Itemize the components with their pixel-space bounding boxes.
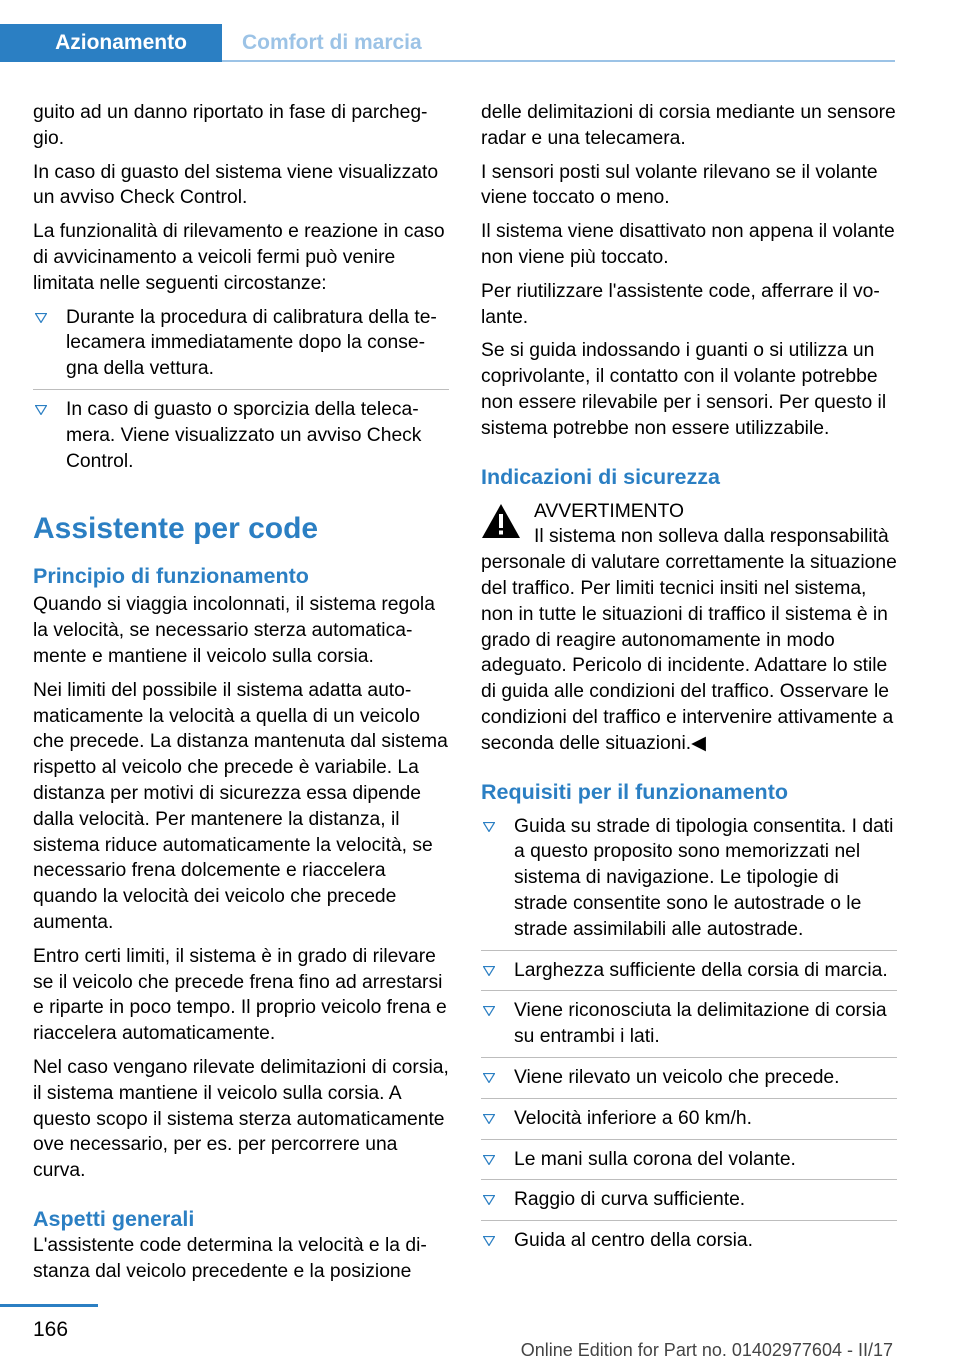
- paragraph: guito ad un danno riportato in fase di parcheggio.: [33, 102, 428, 149]
- triangle-bullet-icon: [483, 1236, 495, 1246]
- warning-text-first-line: Il sistema non solleva dalla responsabilità: [534, 526, 889, 548]
- list-item-text: Guida al centro della corsia.: [514, 1230, 754, 1252]
- list-item: [481, 958, 897, 992]
- paragraph: Il sistema viene disattivato non appena il volante non viene più toccato.: [481, 221, 895, 268]
- tab-azionamento[interactable]: Azionamento: [0, 24, 222, 62]
- list-item: [33, 305, 449, 390]
- triangle-bullet-icon: [483, 1073, 495, 1083]
- paragraph: delle delimitazioni di corsia mediante un sensore radar e una telecamera.: [481, 102, 896, 149]
- header-tabs: [0, 0, 895, 62]
- left-column: [33, 100, 449, 1292]
- warning-block: [481, 499, 897, 757]
- list-item-text: Guida su strade di tipologia consentita. I dati a questo proposito sono memorizzati nel sistema di navigazione. Le tipologie di strade consentite sono le autostrade o le strade assimilabili alle autostrade.: [514, 815, 894, 940]
- triangle-bullet-icon: [35, 313, 47, 323]
- list-item-text: Viene riconosciuta la delimitazione di corsia su entrambi i lati.: [514, 1000, 887, 1048]
- triangle-bullet-icon: [35, 405, 47, 415]
- list-item-text: Raggio di curva sufficiente.: [514, 1189, 746, 1211]
- paragraph: Quando si viaggia incolonnati, il sistema regola la velocità, se necessario sterza automaticamente e mantiene il veicolo sulla corsia.: [33, 594, 435, 667]
- triangle-bullet-icon: [483, 1195, 495, 1205]
- paragraph: I sensori posti sul volante rilevano se il volante viene toccato o meno.: [481, 161, 878, 209]
- list-item-text: Viene rilevato un veicolo che precede.: [514, 1066, 840, 1088]
- bullet-list: [481, 814, 897, 1261]
- tab-divider-line: [222, 60, 895, 62]
- paragraph: In caso di guasto del sistema viene visualizzato un avviso Check Control.: [33, 161, 439, 209]
- paragraph: Se si guida indossando i guanti o si utilizza un coprivolante, il contatto con il volante potrebbe non essere rilevabile per i sensori. Per questo il sistema potrebbe non essere utilizzabile.: [481, 340, 887, 439]
- list-item-text: In caso di guasto o sporcizia della telecamera. Viene visualizzato un avviso Check Control.: [66, 398, 422, 472]
- triangle-bullet-icon: [483, 966, 495, 976]
- edition-note: Online Edition for Part no. 01402977604 - II/17: [520, 1340, 893, 1360]
- tab-comfort-di-marcia[interactable]: Comfort di marcia: [242, 31, 422, 54]
- subsection-title: Principio di funzionamento: [33, 564, 309, 589]
- paragraph: Nei limiti del possibile il sistema adatta automaticamente la velocità a quella di un veicolo che precede. La distanza mantenuta dal sistema rispetto al veicolo che precede è variabile. La distanza per motivi di sicurezza essa dipende dalla velocità. Per mantenere la distanza, il sistema riduce automaticamente la velocità, se necessario frena dolcemente e riaccelera quando la velocità dei veicolo che precede aumenta.: [33, 679, 448, 933]
- footer-rule: [0, 1304, 98, 1307]
- section-title: Assistente per code: [33, 512, 319, 546]
- list-item: [481, 1147, 897, 1181]
- warning-triangle-icon: [481, 503, 521, 539]
- list-item: [481, 1106, 897, 1140]
- paragraph: Nel caso vengano rilevate delimitazioni di corsia, il sistema mantiene il veicolo sulla corsia. A questo scopo il sistema sterza automaticamente ove necessario, per es. per percorrere una curva.: [33, 1056, 449, 1182]
- subsection-title: Indicazioni di sicurezza: [481, 464, 720, 489]
- list-item: [481, 1228, 897, 1261]
- triangle-bullet-icon: [483, 1155, 495, 1165]
- list-item: [33, 397, 449, 481]
- list-item-text: Velocità inferiore a 60 km/h.: [514, 1107, 752, 1129]
- triangle-bullet-icon: [483, 822, 495, 832]
- triangle-bullet-icon: [483, 1114, 495, 1124]
- list-item: [481, 1187, 897, 1221]
- subsection-title: Aspetti generali: [33, 1206, 195, 1231]
- list-item-text: Durante la procedura di calibratura della telecamera immediatamente dopo la consegna della vettura.: [66, 306, 437, 380]
- warning-title: AVVERTIMENTO: [534, 500, 684, 522]
- paragraph: Entro certi limiti, il sistema è in grado di rilevare se il veicolo che precede frena fino ad arrestarsi e riparte in poco tempo. Il proprio veicolo frena e riaccelera automaticamente.: [33, 945, 447, 1045]
- paragraph: La funzionalità di rilevamento e reazione in caso di avvicinamento a veicoli fermi può venire limitata nelle seguenti circostanze:: [33, 221, 445, 294]
- list-item: [481, 814, 897, 951]
- right-column: [481, 100, 897, 1268]
- list-item: [481, 1065, 897, 1099]
- list-item-text: Larghezza sufficiente della corsia di marcia.: [514, 959, 888, 981]
- subsection-title: Requisiti per il funzionamento: [481, 779, 788, 804]
- paragraph: L'assistente code determina la velocità e la distanza dal veicolo precedente e la posizione: [33, 1234, 427, 1282]
- triangle-bullet-icon: [483, 1006, 495, 1016]
- warning-text: personale di valutare correttamente la situazione del traffico. Per limiti tecnici insiti nel sistema, non in tutte le situazioni di traffico il sistema è in grado di reagire autonomamente in modo adeguato. Pericolo di incidente. Adattare lo stile di guida alle condizioni del traffico. Osservare le condizioni del traffico e intervenire attivamente a seconda delle situazioni.◀: [481, 552, 897, 754]
- list-item: [481, 998, 897, 1058]
- bullet-list: [33, 305, 449, 482]
- list-item-text: Le mani sulla corona del volante.: [514, 1148, 796, 1170]
- page-number: 166: [33, 1318, 69, 1341]
- paragraph: Per riutilizzare l'assistente code, afferrare il volante.: [481, 280, 880, 328]
